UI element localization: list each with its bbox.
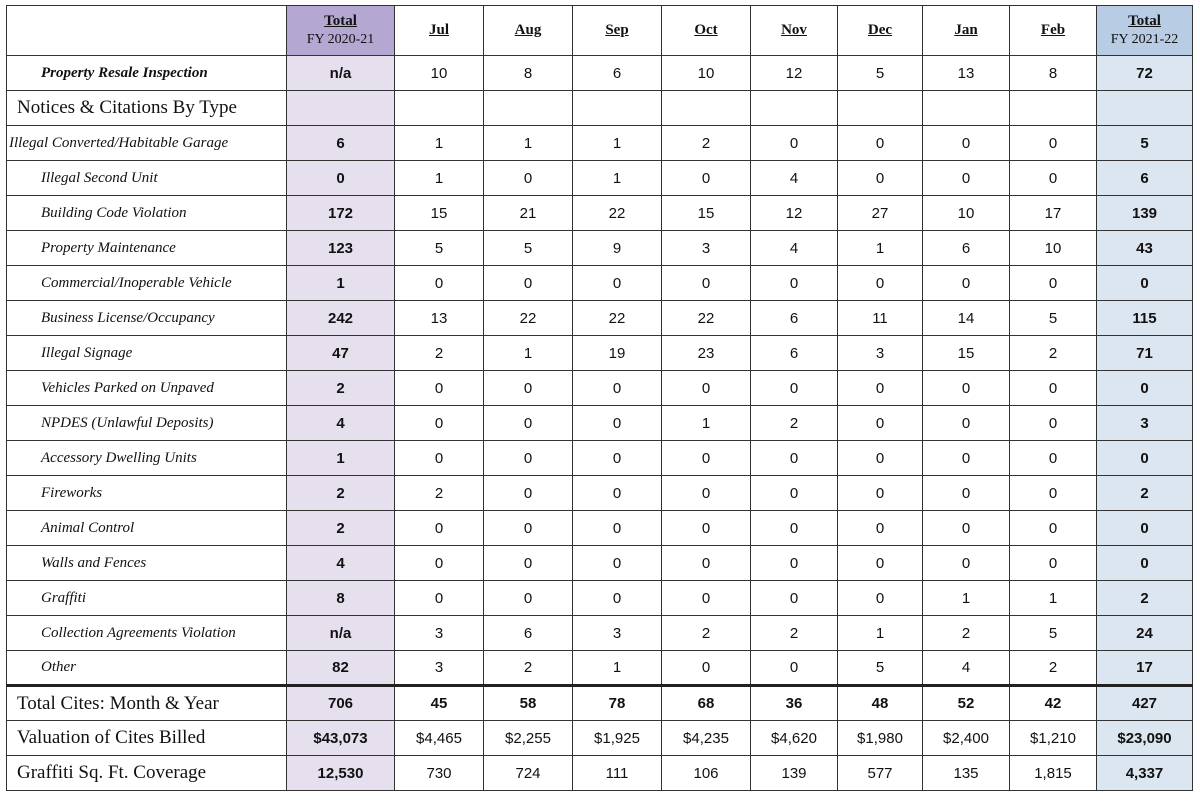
month-header: Oct bbox=[662, 6, 751, 56]
month-cell: 48 bbox=[838, 686, 923, 721]
month-cell: 1 bbox=[1010, 581, 1097, 616]
month-cell: 14 bbox=[923, 301, 1010, 336]
cur-total-cell: 0 bbox=[1097, 511, 1193, 546]
table-row bbox=[7, 266, 1193, 301]
prev-total-cell: 4 bbox=[287, 546, 395, 581]
month-cell: 0 bbox=[662, 266, 751, 301]
month-cell: 21 bbox=[484, 196, 573, 231]
prev-total-cell: 82 bbox=[287, 651, 395, 686]
cur-total-cell: $23,090 bbox=[1097, 721, 1193, 756]
month-cell: 724 bbox=[484, 756, 573, 791]
month-cell: 0 bbox=[751, 546, 838, 581]
month-cell: 2 bbox=[1010, 336, 1097, 371]
prev-total-cell: 2 bbox=[287, 511, 395, 546]
month-cell: 0 bbox=[573, 581, 662, 616]
month-cell: 0 bbox=[923, 406, 1010, 441]
row-label: Collection Agreements Violation bbox=[7, 616, 287, 651]
row-label: Property Maintenance bbox=[7, 231, 287, 266]
month-cell: 0 bbox=[662, 511, 751, 546]
section-header-row bbox=[7, 91, 1193, 126]
month-cell: 0 bbox=[1010, 371, 1097, 406]
month-cell: 0 bbox=[573, 371, 662, 406]
month-cell: 0 bbox=[662, 371, 751, 406]
month-cell: 15 bbox=[395, 196, 484, 231]
month-cell: 0 bbox=[751, 651, 838, 686]
month-cell: 45 bbox=[395, 686, 484, 721]
table-row bbox=[7, 371, 1193, 406]
table-row bbox=[7, 161, 1193, 196]
month-cell: 139 bbox=[751, 756, 838, 791]
prev-total-cell: 6 bbox=[287, 126, 395, 161]
row-label: Fireworks bbox=[7, 476, 287, 511]
month-cell: 0 bbox=[395, 581, 484, 616]
month-cell: 0 bbox=[484, 161, 573, 196]
section-cur-blank bbox=[1097, 91, 1193, 126]
month-cell: 111 bbox=[573, 756, 662, 791]
month-cell: 6 bbox=[923, 231, 1010, 266]
cur-total-cell: 6 bbox=[1097, 161, 1193, 196]
month-cell: 0 bbox=[395, 371, 484, 406]
month-cell: 0 bbox=[1010, 266, 1097, 301]
section-title: Notices & Citations By Type bbox=[7, 91, 287, 126]
cur-total-cell: 427 bbox=[1097, 686, 1193, 721]
month-cell: 2 bbox=[484, 651, 573, 686]
month-cell: 58 bbox=[484, 686, 573, 721]
section-blank bbox=[923, 91, 1010, 126]
month-cell: 0 bbox=[662, 441, 751, 476]
month-cell: 0 bbox=[751, 126, 838, 161]
summary-row bbox=[7, 686, 1193, 721]
table-row bbox=[7, 406, 1193, 441]
prev-total-cell: 2 bbox=[287, 476, 395, 511]
prev-total-cell: $43,073 bbox=[287, 721, 395, 756]
prev-total-cell: 123 bbox=[287, 231, 395, 266]
month-cell: $1,980 bbox=[838, 721, 923, 756]
month-cell: $2,400 bbox=[923, 721, 1010, 756]
month-cell: 2 bbox=[395, 336, 484, 371]
month-cell: 0 bbox=[838, 581, 923, 616]
month-cell: 0 bbox=[838, 406, 923, 441]
month-cell: 0 bbox=[751, 441, 838, 476]
month-cell: 4 bbox=[751, 161, 838, 196]
table-row bbox=[7, 651, 1193, 686]
month-header: Jan bbox=[923, 6, 1010, 56]
month-cell: 5 bbox=[484, 231, 573, 266]
month-cell: 1 bbox=[662, 406, 751, 441]
citations-table bbox=[6, 5, 1193, 791]
month-cell: 0 bbox=[838, 161, 923, 196]
table-row bbox=[7, 231, 1193, 266]
cur-total-title: Total bbox=[1128, 13, 1161, 29]
cur-total-cell: 0 bbox=[1097, 371, 1193, 406]
month-cell: 0 bbox=[751, 476, 838, 511]
prev-total-cell: 172 bbox=[287, 196, 395, 231]
month-cell: 0 bbox=[395, 546, 484, 581]
cur-total-cell: 115 bbox=[1097, 301, 1193, 336]
month-cell: 17 bbox=[1010, 196, 1097, 231]
month-cell: 0 bbox=[923, 161, 1010, 196]
month-cell: 2 bbox=[662, 616, 751, 651]
month-cell: 10 bbox=[923, 196, 1010, 231]
table-row bbox=[7, 441, 1193, 476]
prev-total-cell: 2 bbox=[287, 371, 395, 406]
month-cell: 0 bbox=[923, 266, 1010, 301]
month-cell: 0 bbox=[923, 371, 1010, 406]
month-cell: 5 bbox=[838, 651, 923, 686]
header-blank-cell bbox=[7, 6, 287, 56]
row-label: Building Code Violation bbox=[7, 196, 287, 231]
month-header: Aug bbox=[484, 6, 573, 56]
month-cell: 3 bbox=[573, 616, 662, 651]
month-cell: 13 bbox=[395, 301, 484, 336]
month-cell: 106 bbox=[662, 756, 751, 791]
month-cell: 22 bbox=[573, 301, 662, 336]
month-cell: 22 bbox=[662, 301, 751, 336]
prev-total-title: Total bbox=[324, 13, 357, 29]
month-cell: 0 bbox=[395, 406, 484, 441]
cur-total-cell: 43 bbox=[1097, 231, 1193, 266]
month-cell: 0 bbox=[573, 266, 662, 301]
month-cell: 0 bbox=[484, 371, 573, 406]
table-row bbox=[7, 511, 1193, 546]
prev-total-cell: 47 bbox=[287, 336, 395, 371]
prev-total-cell: 12,530 bbox=[287, 756, 395, 791]
month-cell: 0 bbox=[395, 511, 484, 546]
month-cell: 15 bbox=[662, 196, 751, 231]
table-row bbox=[7, 476, 1193, 511]
month-cell: 0 bbox=[923, 546, 1010, 581]
month-header: Sep bbox=[573, 6, 662, 56]
month-cell: 0 bbox=[838, 546, 923, 581]
prev-total-subtitle: FY 2020-21 bbox=[306, 32, 375, 47]
prev-total-cell: 242 bbox=[287, 301, 395, 336]
month-cell: 2 bbox=[751, 616, 838, 651]
month-cell: 12 bbox=[751, 196, 838, 231]
resale-label: Property Resale Inspection bbox=[7, 56, 287, 91]
month-cell: 0 bbox=[1010, 126, 1097, 161]
cur-total-cell: 5 bbox=[1097, 126, 1193, 161]
prev-total-cell: 4 bbox=[287, 406, 395, 441]
section-blank bbox=[838, 91, 923, 126]
cur-total-cell: 139 bbox=[1097, 196, 1193, 231]
month-cell: 0 bbox=[484, 476, 573, 511]
month-cell: 3 bbox=[395, 616, 484, 651]
resale-month-value: 10 bbox=[662, 56, 751, 91]
month-cell: 0 bbox=[751, 581, 838, 616]
month-cell: 1 bbox=[395, 161, 484, 196]
row-label: Walls and Fences bbox=[7, 546, 287, 581]
month-cell: 0 bbox=[838, 476, 923, 511]
month-cell: $4,620 bbox=[751, 721, 838, 756]
month-cell: 27 bbox=[838, 196, 923, 231]
row-label: Accessory Dwelling Units bbox=[7, 441, 287, 476]
month-cell: 15 bbox=[923, 336, 1010, 371]
month-cell: 0 bbox=[662, 476, 751, 511]
cur-total-cell: 2 bbox=[1097, 476, 1193, 511]
resale-month-value: 6 bbox=[573, 56, 662, 91]
cur-total-header bbox=[1097, 6, 1193, 56]
month-cell: 0 bbox=[484, 581, 573, 616]
summary-row bbox=[7, 721, 1193, 756]
section-blank bbox=[1010, 91, 1097, 126]
row-label: Illegal Converted/Habitable Garage bbox=[7, 126, 287, 161]
month-cell: 78 bbox=[573, 686, 662, 721]
row-label: Vehicles Parked on Unpaved bbox=[7, 371, 287, 406]
month-cell: 19 bbox=[573, 336, 662, 371]
month-cell: 0 bbox=[1010, 546, 1097, 581]
month-cell: 0 bbox=[1010, 476, 1097, 511]
month-cell: 0 bbox=[1010, 406, 1097, 441]
table-row bbox=[7, 581, 1193, 616]
prev-total-cell: 0 bbox=[287, 161, 395, 196]
table-row bbox=[7, 126, 1193, 161]
resale-prev-total: n/a bbox=[287, 56, 395, 91]
month-cell: $2,255 bbox=[484, 721, 573, 756]
cur-total-cell: 2 bbox=[1097, 581, 1193, 616]
month-cell: 0 bbox=[484, 441, 573, 476]
month-cell: 10 bbox=[1010, 231, 1097, 266]
month-cell: 0 bbox=[751, 511, 838, 546]
row-label: Total Cites: Month & Year bbox=[7, 686, 287, 721]
month-cell: 6 bbox=[484, 616, 573, 651]
section-blank bbox=[573, 91, 662, 126]
month-header: Dec bbox=[838, 6, 923, 56]
row-label: Business License/Occupancy bbox=[7, 301, 287, 336]
section-blank bbox=[662, 91, 751, 126]
month-cell: 22 bbox=[573, 196, 662, 231]
month-cell: 42 bbox=[1010, 686, 1097, 721]
month-cell: $4,235 bbox=[662, 721, 751, 756]
month-cell: 1 bbox=[573, 161, 662, 196]
month-cell: $1,925 bbox=[573, 721, 662, 756]
resale-cur-total: 72 bbox=[1097, 56, 1193, 91]
month-cell: 1 bbox=[838, 616, 923, 651]
prev-total-cell: 706 bbox=[287, 686, 395, 721]
month-cell: 11 bbox=[838, 301, 923, 336]
month-cell: 0 bbox=[838, 511, 923, 546]
cur-total-cell: 4,337 bbox=[1097, 756, 1193, 791]
cur-total-cell: 0 bbox=[1097, 546, 1193, 581]
month-cell: 0 bbox=[662, 546, 751, 581]
row-label: Illegal Signage bbox=[7, 336, 287, 371]
month-cell: 0 bbox=[751, 266, 838, 301]
month-cell: 6 bbox=[751, 336, 838, 371]
month-cell: 2 bbox=[395, 476, 484, 511]
prev-total-cell: 1 bbox=[287, 266, 395, 301]
month-cell: 730 bbox=[395, 756, 484, 791]
month-cell: 36 bbox=[751, 686, 838, 721]
month-cell: 23 bbox=[662, 336, 751, 371]
month-cell: 1 bbox=[484, 336, 573, 371]
prev-total-cell: 8 bbox=[287, 581, 395, 616]
month-cell: 0 bbox=[484, 511, 573, 546]
table-row bbox=[7, 546, 1193, 581]
month-cell: 5 bbox=[1010, 616, 1097, 651]
month-cell: 0 bbox=[573, 441, 662, 476]
month-cell: 4 bbox=[751, 231, 838, 266]
header-row bbox=[7, 6, 1193, 56]
month-cell: 0 bbox=[838, 126, 923, 161]
month-cell: 9 bbox=[573, 231, 662, 266]
prev-total-cell: 1 bbox=[287, 441, 395, 476]
month-cell: 0 bbox=[573, 546, 662, 581]
row-label: NPDES (Unlawful Deposits) bbox=[7, 406, 287, 441]
month-cell: $4,465 bbox=[395, 721, 484, 756]
month-cell: 0 bbox=[573, 406, 662, 441]
month-cell: 135 bbox=[923, 756, 1010, 791]
row-label: Other bbox=[7, 651, 287, 686]
month-cell: 2 bbox=[751, 406, 838, 441]
section-blank bbox=[484, 91, 573, 126]
cur-total-subtitle: FY 2021-22 bbox=[1110, 32, 1179, 47]
month-cell: 0 bbox=[751, 371, 838, 406]
table-row bbox=[7, 336, 1193, 371]
month-cell: 0 bbox=[1010, 161, 1097, 196]
month-cell: 0 bbox=[923, 441, 1010, 476]
row-label: Animal Control bbox=[7, 511, 287, 546]
resale-month-value: 10 bbox=[395, 56, 484, 91]
month-cell: 0 bbox=[923, 126, 1010, 161]
month-cell: 0 bbox=[395, 266, 484, 301]
month-cell: 1 bbox=[395, 126, 484, 161]
resale-row bbox=[7, 56, 1193, 91]
row-label: Graffiti Sq. Ft. Coverage bbox=[7, 756, 287, 791]
table-row bbox=[7, 301, 1193, 336]
month-header: Feb bbox=[1010, 6, 1097, 56]
month-cell: 0 bbox=[923, 476, 1010, 511]
prev-total-header bbox=[287, 6, 395, 56]
month-cell: 1 bbox=[923, 581, 1010, 616]
month-cell: 0 bbox=[662, 161, 751, 196]
month-cell: $1,210 bbox=[1010, 721, 1097, 756]
cur-total-cell: 24 bbox=[1097, 616, 1193, 651]
month-cell: 3 bbox=[662, 231, 751, 266]
month-cell: 5 bbox=[1010, 301, 1097, 336]
prev-total-cell: n/a bbox=[287, 616, 395, 651]
month-cell: 2 bbox=[662, 126, 751, 161]
row-label: Illegal Second Unit bbox=[7, 161, 287, 196]
month-cell: 22 bbox=[484, 301, 573, 336]
month-cell: 68 bbox=[662, 686, 751, 721]
month-cell: 0 bbox=[1010, 441, 1097, 476]
cur-total-cell: 17 bbox=[1097, 651, 1193, 686]
resale-month-value: 13 bbox=[923, 56, 1010, 91]
row-label: Valuation of Cites Billed bbox=[7, 721, 287, 756]
month-cell: 0 bbox=[838, 266, 923, 301]
section-prev-blank bbox=[287, 91, 395, 126]
month-cell: 2 bbox=[923, 616, 1010, 651]
month-cell: 1 bbox=[573, 126, 662, 161]
month-cell: 6 bbox=[751, 301, 838, 336]
month-cell: 1 bbox=[573, 651, 662, 686]
month-cell: 1 bbox=[484, 126, 573, 161]
month-cell: 0 bbox=[838, 441, 923, 476]
summary-row bbox=[7, 756, 1193, 791]
cur-total-cell: 3 bbox=[1097, 406, 1193, 441]
month-cell: 0 bbox=[1010, 511, 1097, 546]
resale-month-value: 8 bbox=[1010, 56, 1097, 91]
resale-month-value: 8 bbox=[484, 56, 573, 91]
month-cell: 0 bbox=[662, 581, 751, 616]
table-row bbox=[7, 196, 1193, 231]
section-blank bbox=[395, 91, 484, 126]
month-cell: 1,815 bbox=[1010, 756, 1097, 791]
month-cell: 0 bbox=[484, 266, 573, 301]
month-cell: 5 bbox=[395, 231, 484, 266]
row-label: Graffiti bbox=[7, 581, 287, 616]
cur-total-cell: 0 bbox=[1097, 441, 1193, 476]
month-cell: 0 bbox=[573, 476, 662, 511]
month-cell: 3 bbox=[838, 336, 923, 371]
month-header: Jul bbox=[395, 6, 484, 56]
month-cell: 4 bbox=[923, 651, 1010, 686]
month-cell: 0 bbox=[923, 511, 1010, 546]
month-cell: 1 bbox=[838, 231, 923, 266]
month-cell: 2 bbox=[1010, 651, 1097, 686]
cur-total-cell: 71 bbox=[1097, 336, 1193, 371]
month-cell: 0 bbox=[838, 371, 923, 406]
month-cell: 0 bbox=[484, 546, 573, 581]
row-label: Commercial/Inoperable Vehicle bbox=[7, 266, 287, 301]
resale-month-value: 5 bbox=[838, 56, 923, 91]
month-cell: 52 bbox=[923, 686, 1010, 721]
month-cell: 0 bbox=[395, 441, 484, 476]
month-cell: 0 bbox=[573, 511, 662, 546]
month-cell: 0 bbox=[662, 651, 751, 686]
table-row bbox=[7, 616, 1193, 651]
month-cell: 0 bbox=[484, 406, 573, 441]
section-blank bbox=[751, 91, 838, 126]
cur-total-cell: 0 bbox=[1097, 266, 1193, 301]
month-cell: 577 bbox=[838, 756, 923, 791]
month-header: Nov bbox=[751, 6, 838, 56]
resale-month-value: 12 bbox=[751, 56, 838, 91]
month-cell: 3 bbox=[395, 651, 484, 686]
